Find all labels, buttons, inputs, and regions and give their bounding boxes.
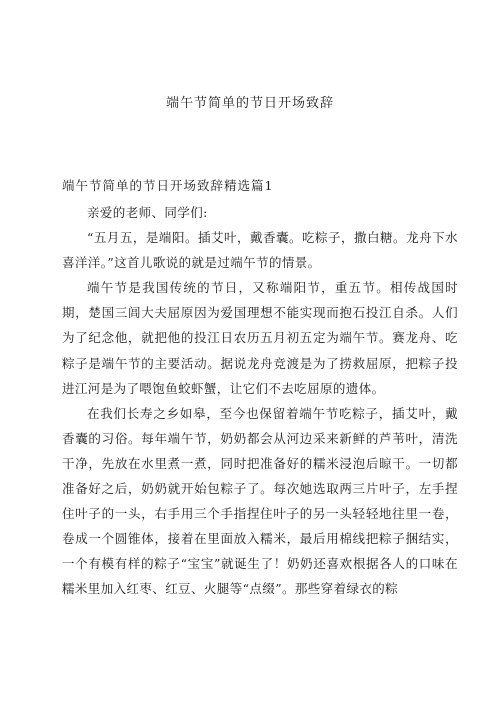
greeting-paragraph: 亲爱的老师、同学们: xyxy=(87,205,208,220)
document-body xyxy=(62,200,458,602)
body-paragraph: 在我们长寿之乡如皋，至今也保留着端午节吃粽子，插艾叶，戴香囊的习俗。每年端午节，奶奶都会从河边采来新鲜的芦苇叶，清洗干净，先放在水里煮一煮，同时把准备好的糯米浸泡后晾干。一切都准备好之后，奶奶就开始包粽子了。每次她选取两三片叶子，左手捏住叶子的一头，右手用三个手指捏住叶子的另一头轻轻地往里一卷，卷成一个圆锥体，接着在里面放入糯米，最后用棉线把粽子捆结实，一个有模有样的粽子“宝宝”就诞生了！奶奶还喜欢根据各人的口味在糯米里加入红枣、红豆、火腿等“点缀”。那些穿着绿衣的粽 xyxy=(62,405,458,597)
body-paragraph: “五月五，是端阳。插艾叶，戴香囊。吃粽子，撒白糖。龙舟下水喜洋洋。”这首儿歌说的就是过端午节的情景。 xyxy=(62,230,458,271)
body-paragraph: 端午节是我国传统的节日，又称端阳节，重五节。相传战国时期，楚国三闾大夫屈原因为爱国理想不能实现而抱石投江自杀。人们为了纪念他，就把他的投江日农历五月初五定为端午节。赛龙舟、吃粽子是端午节的主要活动。据说龙舟竞渡是为了捞救屈原，把粽子投进江河是为了喂饱鱼蛟虾蟹，让它们不去吃屈原的遗体。 xyxy=(62,280,458,396)
document-title: 端午节简单的节日开场致辞 xyxy=(165,96,334,111)
section-heading: 端午节简单的节日开场致辞精选篇1 xyxy=(62,178,274,193)
